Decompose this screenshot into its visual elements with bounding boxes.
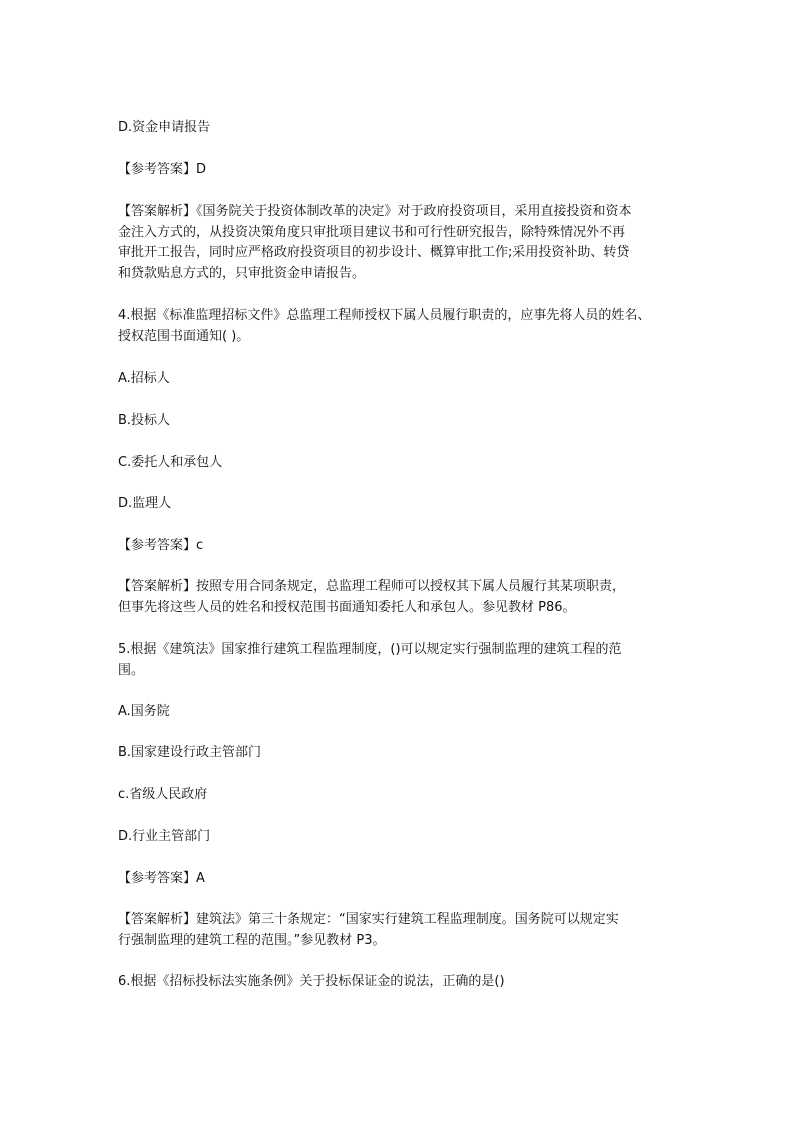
question-4: 4.根据《标准监理招标文件》总监理工程师授权下属人员履行职责的，应事先将人员的姓名、 授权范围书面通知( )。 bbox=[118, 308, 651, 344]
explanation-q4: 【答案解析】按照专用合同条规定，总监理工程师可以授权其下属人员履行其某项职责， 但事先将这些人员的姓名和授权范围书面通知委托人和承包人。参见教材 P86。 bbox=[118, 579, 626, 615]
option-b-q4: B.投标人 bbox=[118, 413, 171, 428]
question-5: 5.根据《建筑法》国家推行建筑工程监理制度，()可以规定实行强制监理的建筑工程的范 围。 bbox=[118, 642, 622, 678]
option-d-q3: D.资金申请报告 bbox=[118, 120, 211, 135]
option-a-q4: A.招标人 bbox=[118, 371, 170, 386]
option-c-q4: C.委托人和承包人 bbox=[118, 455, 223, 470]
option-d-q4: D.监理人 bbox=[118, 496, 172, 511]
explanation-q3: 【答案解析】《国务院关于投资体制改革的决定》对于政府投资项目，采用直接投资和资本 金注入方式的，从投资决策角度只审批项目建议书和可行性研究报告，除特殊情况外不再 审批开工报告，同时应严格政府投资项目的初步设计、概算审批工作;采用投资补助、转贷 和贷款贴息方式的，只审批资金申请报告。 bbox=[118, 204, 632, 281]
answer-q5: 【参考答案】A bbox=[118, 871, 205, 886]
option-b-q5: B.国家建设行政主管部门 bbox=[118, 745, 262, 760]
question-6: 6.根据《招标投标法实施条例》关于投标保证金的说法，正确的是() bbox=[118, 974, 505, 989]
option-d-q5: D.行业主管部门 bbox=[118, 829, 211, 844]
option-c-q5: c.省级人民政府 bbox=[118, 787, 208, 802]
option-a-q5: A.国务院 bbox=[118, 704, 170, 719]
explanation-q5: 【答案解析】建筑法》第三十条规定：“国家实行建筑工程监理制度。国务院可以规定实 行强制监理的建筑工程的范围。”参见教材 P3。 bbox=[118, 912, 619, 948]
answer-q4: 【参考答案】c bbox=[118, 538, 204, 553]
answer-q3: 【参考答案】D bbox=[118, 162, 207, 177]
